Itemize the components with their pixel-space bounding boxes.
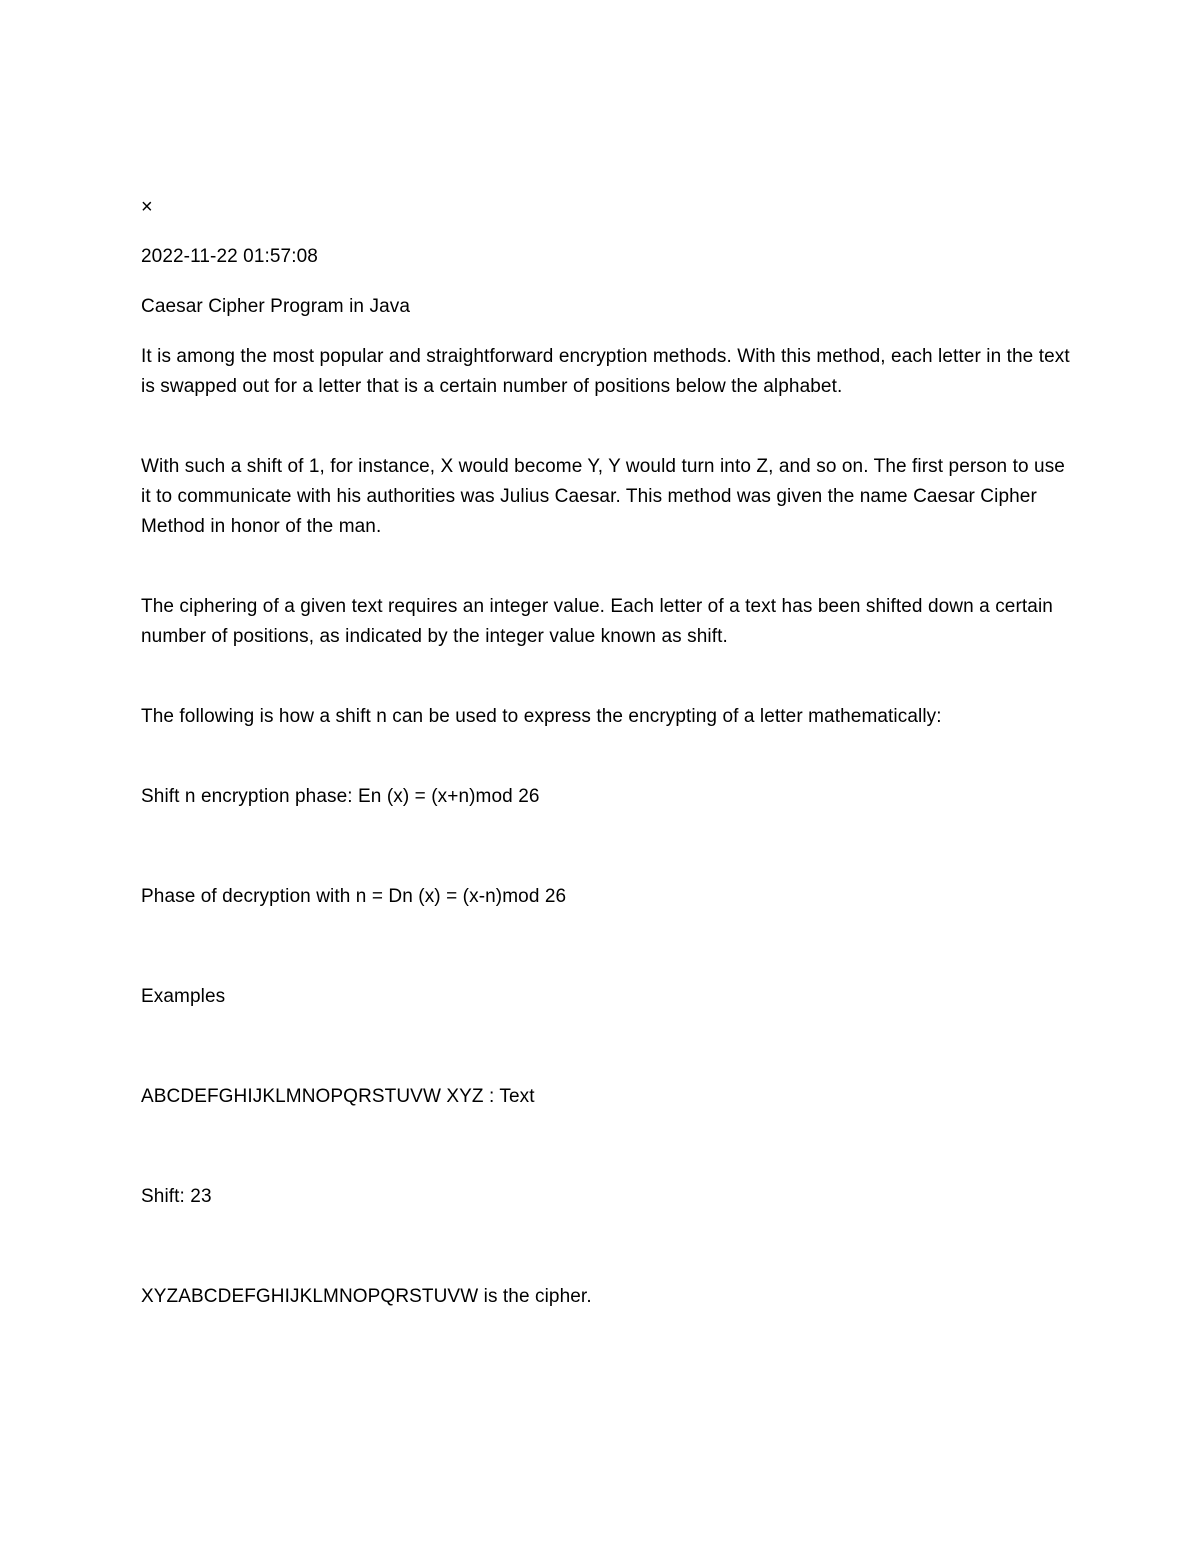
encryption-formula: Shift n encryption phase: En (x) = (x+n)mod 26	[141, 786, 540, 807]
timestamp: 2022-11-22 01:57:08	[141, 246, 318, 267]
paragraph-intro: It is among the most popular and straightforward encryption methods. With this method, each letter in the text is swapped out for a letter that is a certain number of positions below the alphabet.	[141, 346, 1070, 397]
paragraph-shift-definition: The ciphering of a given text requires an integer value. Each letter of a text has been shifted down a certain number of positions, as indicated by the integer value known as shift.	[141, 596, 1053, 647]
example-text: ABCDEFGHIJKLMNOPQRSTUVW XYZ : Text	[141, 1086, 535, 1107]
example-shift: Shift: 23	[141, 1186, 212, 1207]
paragraph-math-intro: The following is how a shift n can be used to express the encrypting of a letter mathematically:	[141, 706, 942, 727]
example-cipher: XYZABCDEFGHIJKLMNOPQRSTUVW is the cipher.	[141, 1286, 592, 1307]
close-icon[interactable]: ×	[141, 196, 153, 218]
document-title: Caesar Cipher Program in Java	[141, 296, 411, 317]
decryption-formula: Phase of decryption with n = Dn (x) = (x-n)mod 26	[141, 886, 567, 907]
document-content	[141, 192, 1071, 1332]
examples-heading: Examples	[141, 986, 226, 1007]
paragraph-shift-example: With such a shift of 1, for instance, X would become Y, Y would turn into Z, and so on. The first person to use it to communicate with his authorities was Julius Caesar. This method was given the name Caesar Cipher Method in honor of the man.	[141, 456, 1065, 537]
